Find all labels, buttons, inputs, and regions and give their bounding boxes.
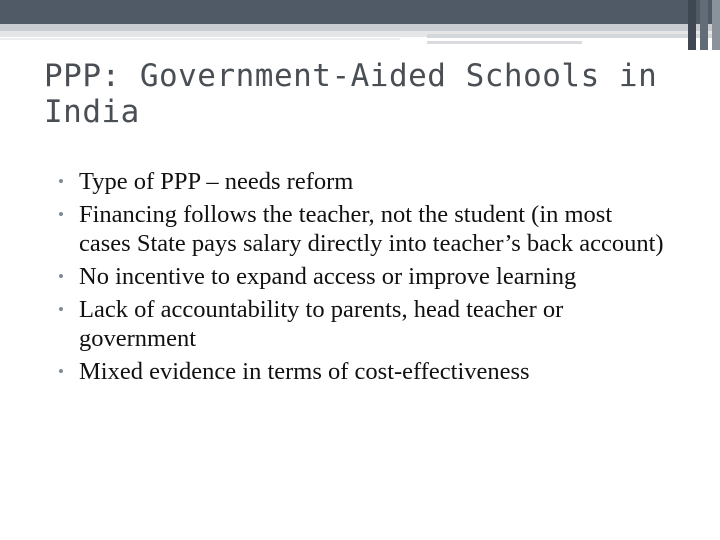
header-accent-line	[0, 38, 400, 40]
bullet-item	[58, 200, 668, 258]
bullet-text: Type of PPP – needs reform	[79, 168, 354, 195]
bullet-list	[58, 167, 668, 390]
bullet-icon: •	[58, 172, 64, 191]
bullet-icon: •	[58, 300, 64, 319]
header-accent-line	[427, 34, 720, 38]
header-stripe	[0, 24, 720, 31]
corner-decoration	[688, 0, 696, 50]
corner-decoration	[712, 0, 720, 50]
bullet-text: Mixed evidence in terms of cost-effectiveness	[79, 358, 530, 385]
bullet-item	[58, 167, 668, 196]
bullet-text: Financing follows the teacher, not the student (in most cases State pays salary directly into teacher’s back account)	[79, 201, 664, 257]
bullet-icon: •	[58, 205, 64, 224]
header-accent-line	[427, 41, 582, 44]
corner-decoration	[700, 0, 708, 50]
bullet-item	[58, 262, 668, 291]
bullet-text: No incentive to expand access or improve learning	[79, 263, 577, 290]
bullet-item	[58, 295, 668, 353]
bullet-icon: •	[58, 362, 64, 381]
bullet-icon: •	[58, 267, 64, 286]
slide-title: PPP: Government-Aided Schools in India	[44, 58, 658, 130]
header-band	[0, 0, 720, 24]
bullet-text: Lack of accountability to parents, head teacher or government	[79, 296, 564, 352]
bullet-item	[58, 357, 668, 386]
